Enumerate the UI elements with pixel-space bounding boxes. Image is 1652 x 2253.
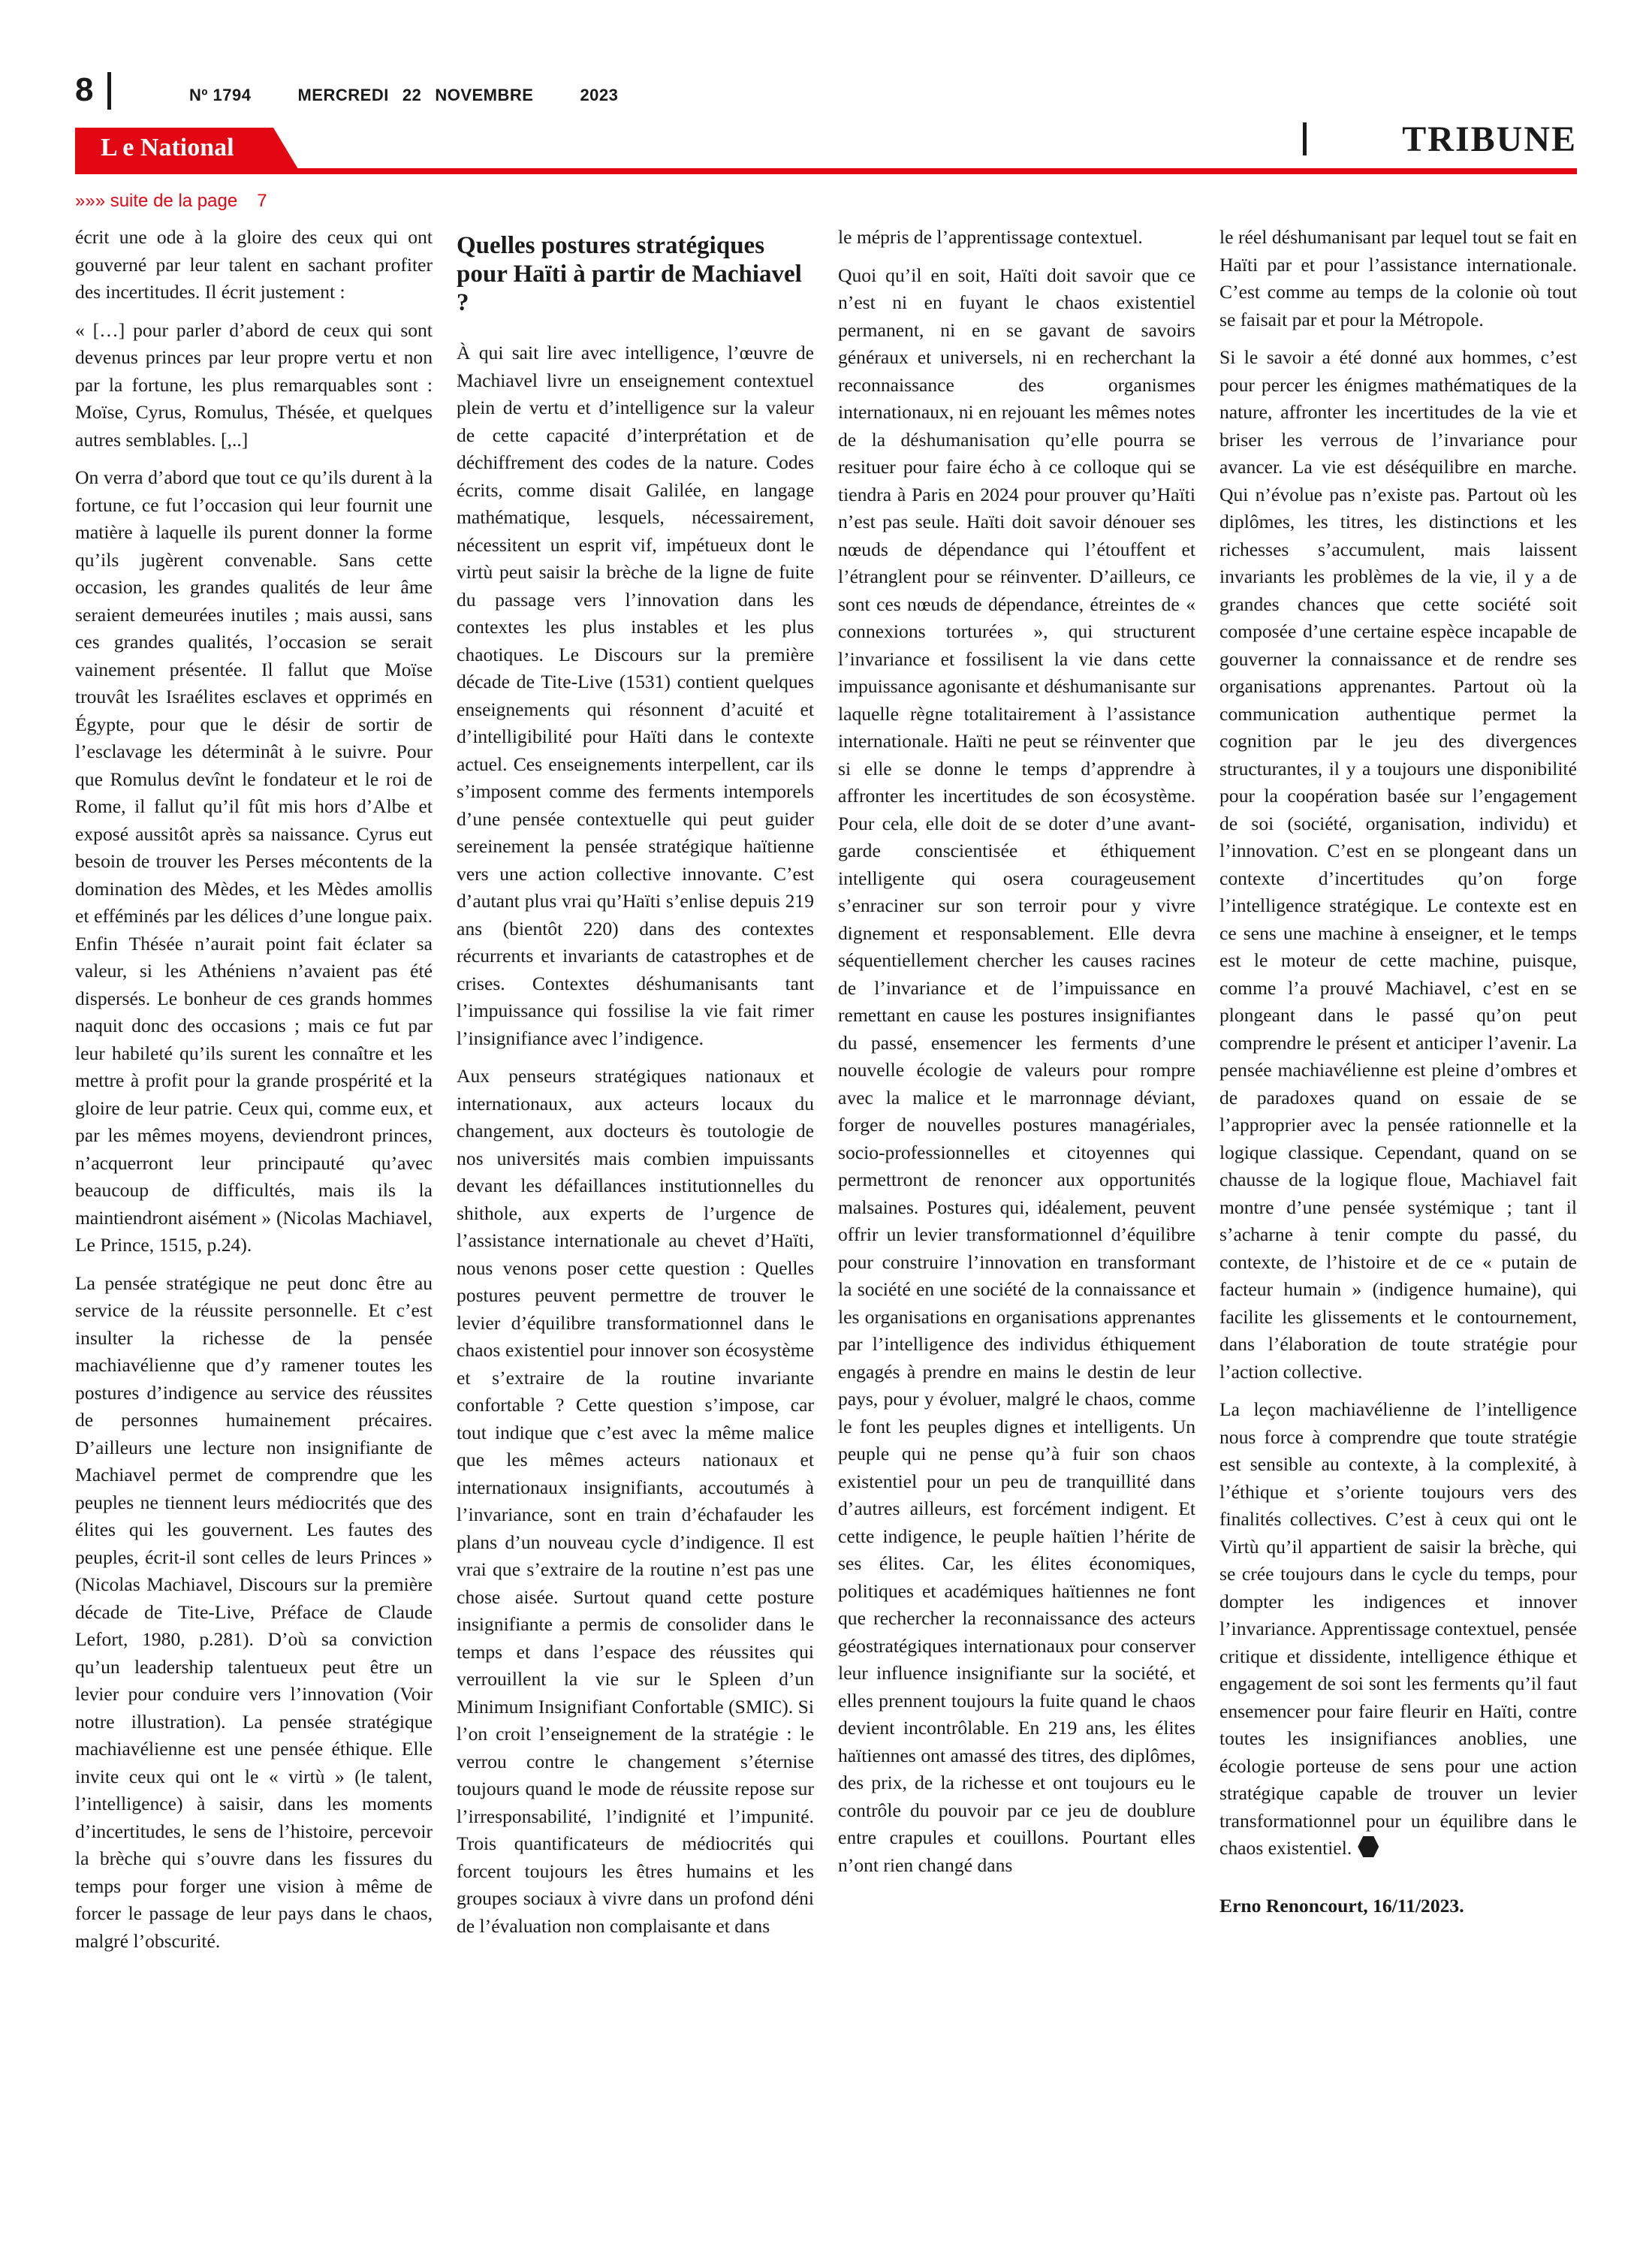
paragraph: Quoi qu’il en soit, Haïti doit savoir que ce n’est ni en fuyant le chaos existentiel permanent, ni en se gavant de savoirs généraux et universels, ni en recherchant la reconnaissance des organismes internationaux, ni en rejouant les mêmes notes de la déshumanisation qu’elle pourra se resituer pour faire écho à ce colloque qui se tiendra à Paris en 2024 pour prouver qu’Haïti n’est pas seule. Haïti doit savoir dénouer ses nœuds de dépendance qui l’étouffent et l’étranglent pour se réinventer. D’ailleurs, ce sont ces nœuds de dépendance, étreintes de « connexions torturées », qui structurent l’invariance et fossilisent la vie dans cette impuissance agonisante et déshumanisante sur laquelle règne totalitairement à l’assistance internationale. Haïti ne peut se réinventer que si elle se donne le temps d’apprendre à affronter les incertitudes de son écosystème. Pour cela, elle doit de se doter d’une avant-garde conscientisée et éthiquement intelligente qui osera courageusement s’enraciner sur son terroir pour y vivre dignement et responsablement. Elle devra séquentiellement chercher les causes racines de l’invariance et de l’impuissance en remettant en cause les postures insignifiantes du passé, ensemencer les ferments d’une nouvelle écologie de valeurs pour rompre avec la malice et le marronnage déviant, forger de nouvelles postures managériales, socio-professionnelles et citoyennes qui permettront de renoncer aux opportunités malsaines. Postures qui, idéalement, peuvent offrir un levier transformationnel d’équilibre pour construire l’innovation en transformant la société en une société de la connaissance et les organisations en organisations apprenantes par l’intelligence des individus éthiquement engagés à prendre en mains le destin de leur pays, pour y évoluer, malgré le chaos, comme le font les peuples dignes et intelligents. Un peuple qui ne pense qu’à fuir son chaos existentiel pour un peu de tranquillité dans d’autres ailleurs, est forcément indigent. Et cette indigence, le peuple haïtien l’hérite de ses élites. Car, les élites économiques, politiques et académiques haïtiennes ne font que rechercher la reconnaissance des acteurs géostratégiques internationaux pour conserver leur influence insignifiante sur la société, et elles prennent toujours la fuite quand le chaos devient incontrôlable. En 219 ans, les élites haïtiennes ont amassé des titres, des diplômes, des prix, de la richesse et ont toujours eu le contrôle du pouvoir par ce jeu de doublure entre crapules et couillons. Pourtant elles n’ont rien changé dans (838, 264, 1195, 1876)
article-column-4 (1219, 224, 1577, 2229)
issue-month: NOVEMBRE (435, 86, 534, 104)
issue-number: Nº 1794 (189, 86, 252, 104)
article-column-2 (457, 224, 814, 2229)
page-number-divider (107, 72, 111, 110)
paragraph: le réel déshumanisant par lequel tout se fait en Haïti par et pour l’assistance internationale. C’est comme au temps de la colonie où tout se faisait par et pour la Métropole. (1219, 226, 1577, 330)
paragraph: « […] pour parler d’abord de ceux qui sont devenus princes par leur propre vertu et non par la fortune, les plus remarquables sont : Moïse, Cyrus, Romulus, Thésée, et quelques autres semblables. [,..] (75, 318, 433, 451)
page-number: 8 (75, 71, 94, 108)
paragraph: Si le savoir a été donné aux hommes, c’est pour percer les énigmes mathématiques de la nature, affronter les incertitudes de la vie et briser les verrous de l’invariance pour avancer. La vie est déséquilibre en marche. Qui n’évolue pas n’existe pas. Partout où les diplômes, les titres, les distinctions et les richesses s’accumulent, mais laissent invariants les problèmes de la vie, il y a de grandes chances que cette société soit composée d’une certaine espèce incapable de gouverner la connaissance et de rendre ses organisations apprenantes. Partout où la communication authentique permet la cognition par le jeu des divergences structurantes, il y a toujours une disponibilité pour la coopération basée sur l’engagement de soi (société, organisation, individu) et l’innovation. C’est en se plongeant dans un contexte d’incertitudes qu’on forge l’intelligence stratégique. Le contexte est en ce sens une machine à enseigner, et le temps est le moteur de cette machine, puisque, comme l’a prouvé Machiavel, c’est en se plongeant dans le passé qu’on peut comprendre le présent et anticiper l’avenir. La pensée machiavélienne est pleine d’ombres et de paradoxes quand on essaie de se l’approprier avec la pensée rationnelle et la logique classique. Cependant, quand on se chausse de la logique floue, Machiavel fait montre d’une pensée systémique ; tant il s’acharne à tenir compte du passé, du contexte, de l’histoire et de ce « putain de facteur humain » (indigence humaine), qui facilite les glissements et le contournement, dans l’élaboration de toute stratégie pour l’action collective. (1219, 346, 1577, 1383)
author-signature: Erno Renoncourt, 16/11/2023. (1219, 1894, 1464, 1917)
paragraph: le mépris de l’apprentissage contextuel. (838, 226, 1143, 248)
header-rule (75, 168, 1577, 174)
section-divider (1303, 122, 1307, 155)
paragraph: Aux penseurs stratégiques nationaux et internationaux, aux acteurs locaux du changement, aux docteurs ès toutologie de nos universités mais combien impuissants devant les défaillances institutionnelles du shithole, aux experts de l’urgence de l’assistance internationale au chevet d’Haïti, nous venons poser cette question : Quelles postures peuvent permettre de trouver le levier d’équilibre transformationnel dans le chaos existentiel pour innover son écosystème et s’extraire de la routine invariante confortable ? Cette question s’impose, car tout indique que c’est avec la même malice que les mêmes acteurs nationaux et internationaux insignifiants, accoutumés à l’invariance, sont en train d’échafauder les plans d’un nouveau cycle d’indigence. Il est vrai que s’extraire de la routine n’est pas une chose aisée. Surtout quand cette posture insignifiante a permis de consolider dans le temps et dans l’espace des réussites qui verrouillent la vie sur le Spleen d’un Minimum Insignifiant Confortable (SMIC). Si l’on croit l’enseignement de la stratégie : le verrou contre le changement s’éternise toujours quand le mode de réussite repose sur l’irresponsabilité, l’indignité et l’impunité. Trois quantificateurs de médiocrités qui forcent toujours les êtres humains et les groupes sociaux à vivre dans un profond déni de l’évaluation non complaisante et dans (457, 1065, 814, 1937)
brand-logo: L e National (101, 134, 234, 161)
closing-paragraph-text: La leçon machiavélienne de l’intelligence nous force à comprendre que toute stratégie est sensible au contexte, à la complexité, à l’éthique et s’oriente toujours vers des finalités collectives. C’est à ceux qui ont le Virtù qu’il appartient de saisir la brèche, qui se crée toujours dans le cycle du temps, pour dompter les indigences et innover l’invariance. Apprentissage contextuel, pensée critique et dissidente, intelligence éthique et engagement de soi sont les ferments qu’il faut ensemencer pour faire fleurir en Haïti, contre toutes les insignifiances anoblies, une écologie porteuse de sens pour une action stratégique capable de trouver un levier transformationnel pour un équilibre dans le chaos existentiel. (1219, 1398, 1577, 1859)
issue-day: 22 (402, 86, 422, 104)
article-headline: Quelles postures stratégiques pour Haïti à partir de Machiavel ? (457, 232, 802, 316)
continued-label: »»» suite de la page (75, 191, 238, 211)
continued-from (75, 191, 267, 212)
issue-year: 2023 (580, 86, 619, 104)
continued-page: 7 (257, 191, 267, 211)
masthead (0, 0, 1652, 180)
section-title: TRIBUNE (1402, 119, 1577, 159)
paragraph: écrit une ode à la gloire des ceux qui ont gouverné par leur talent en sachant profiter des incertitudes. Il écrit justement : (75, 226, 433, 303)
issue-weekday: MERCREDI (297, 86, 389, 104)
paragraph: La pensée stratégique ne peut donc être au service de la réussite personnelle. Et c’est insulter la richesse de la pensée machiavélienne que d’y ramener toutes les postures d’indigence au service des réussites de personnes humainement précaires. D’ailleurs une lecture non insignifiante de Machiavel permet de comprendre que les peuples ne tiennent leurs médiocrités que des élites qui les gouvernent. Les fautes des peuples, écrit-il sont celles de leurs Princes » (Nicolas Machiavel, Discours sur la première décade de Tite-Live, Préface de Claude Lefort, 1980, p.281). D’où sa conviction qu’un leadership talentueux peut être un levier pour conduire vers l’innovation (Voir notre illustration). La pensée stratégique machiavélienne est une pensée éthique. Elle invite ceux qui ont le « virtù » (le talent, l’intelligence) à saisir, dans les moments d’incertitudes, le sens de l’histoire, percevoir la brèche qui s’ouvre dans les fissures du temps pour forger une vision à même de forcer le passage de leur pays dans le chaos, malgré l’obscurité. (75, 1271, 433, 1952)
article-column-1 (75, 224, 433, 2229)
issue-line (189, 86, 632, 105)
paragraph (1219, 1396, 1577, 1862)
end-of-article-icon (1358, 1836, 1379, 1857)
paragraph: On verra d’abord que tout ce qu’ils durent à la fortune, ce fut l’occasion qui leur fournit une matière à laquelle ils purent donner la forme qu’ils jugèrent convenable. Sans cette occasion, les grandes qualités de leur âme seraient demeurées inutiles ; mais aussi, sans ces grandes qualités, l’occasion se serait vainement présentée. Il fallut que Moïse trouvât les Israélites esclaves et opprimés en Égypte, pour que le désir de sortir de l’esclavage les déterminât à le suivre. Pour que Romulus devînt le fondateur et le roi de Rome, il fallut qu’il fût mis hors d’Albe et exposé aussitôt après sa naissance. Cyrus eut besoin de trouver les Perses mécontents de la domination des Mèdes, et les Mèdes amollis et efféminés par les délices d’une longue paix. Enfin Thésée n’aurait point fait éclater sa valeur, si les Athéniens n’avaient pas été dispersés. Le bonheur de ces grands hommes naquit donc des occasions ; mais ce fut par leur habileté qu’ils surent les connaître et les mettre à profit pour la grande prospérité et la gloire de leur patrie. Ceux qui, comme eux, et par les mêmes moyens, deviendront princes, n’acquerront leur principauté qu’avec beaucoup de difficultés, mais ils la maintiendront aisément » (Nicolas Machiavel, Le Prince, 1515, p.24). (75, 466, 433, 1256)
paragraph: À qui sait lire avec intelligence, l’œuvre de Machiavel livre un enseignement contextuel plein de vertu et d’intelligence sur la valeur de cette capacité d’interprétation et de déchiffrement des codes de la nature. Codes écrits, comme disait Galilée, en langage mathématique, lesquels, nécessairement, nécessitent un esprit vif, impétueux dont le virtù peut saisir la brèche de la ligne de fuite du passage vers l’innovation dans les contextes les plus instables et les plus chaotiques. Le Discours sur la première décade de Tite-Live (1531) contient quelques enseignements qui résonnent d’acuité et d’intelligibilité pour Haïti dans le contexte actuel. Ces enseignements interpellent, car ils s’imposent comme des ferments intemporels d’une pensée contextuelle qui peut guider sereinement la pensée stratégique haïtienne vers une action collective innovante. C’est d’autant plus vrai qu’Haïti s’enlise depuis 219 ans (bientôt 220) dans des contextes récurrents et invariants de catastrophes et de crises. Contextes déshumanisants tant l’impuissance qui fossilise la vie fait rimer l’insignifiance avec l’indigence. (457, 342, 814, 1049)
article-column-3 (838, 224, 1195, 2229)
